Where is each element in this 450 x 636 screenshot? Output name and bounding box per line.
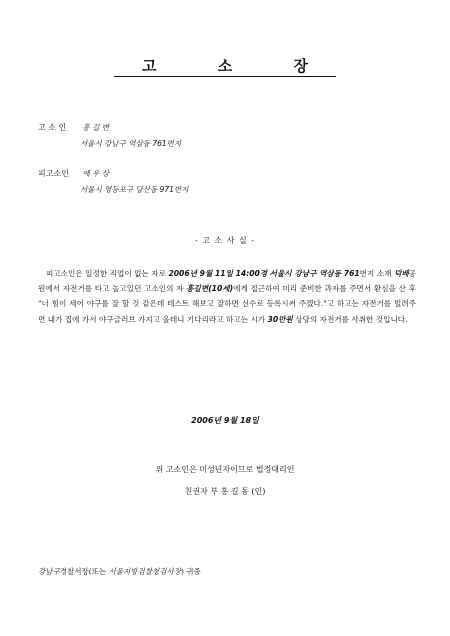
- complainant-name: 홍 길 변: [82, 123, 110, 132]
- representative-signature: 친권자 부 홍 길 동 (인): [184, 487, 266, 496]
- complainant-address-row: [80, 139, 181, 149]
- document-title-text: 고 소 장: [114, 57, 336, 77]
- accused-address: 서울시 영등포구 당산동 971번지: [80, 185, 189, 194]
- document-date: 2006년 9월 18일: [191, 416, 259, 425]
- addressee-station: 강남구: [38, 567, 60, 576]
- facts-date: 2006년 9월 11일 14:00경: [168, 269, 268, 278]
- complainant-label: 고 소 인: [38, 123, 67, 132]
- complainant-address: 서울시 강남구 역삼동 761번지: [80, 139, 182, 148]
- addressee-row: [38, 566, 201, 577]
- facts-text-3: 번지 소재: [359, 269, 394, 278]
- accused-row: [38, 169, 109, 179]
- complaint-facts-paragraph: [38, 266, 416, 327]
- section-heading: - 고 소 사 실 -: [194, 236, 256, 245]
- document-title: [0, 56, 450, 77]
- facts-amount: 30만원: [267, 314, 293, 324]
- facts-text-1: 피고소인은 일정한 직업이 없는 자로: [46, 269, 169, 278]
- facts-place: 서울시 강남구 역삼동 761: [269, 269, 360, 278]
- document-date-row: [0, 415, 450, 426]
- representative-note: 위 고소인은 미성년자이므로 법정대리인: [155, 465, 295, 474]
- addressee-prosecutor: 서울지방검찰청검사장: [108, 567, 181, 576]
- facts-text-4: 공원에서 자전거를 타고 놀고있던 고소인의 자: [38, 269, 417, 294]
- complainant-row: [38, 123, 109, 133]
- facts-child-name: 홍길변(10세): [186, 284, 234, 294]
- accused-address-row: [80, 185, 188, 195]
- accused-label: 피고소인: [38, 169, 69, 178]
- addressee-suffix: ) 귀중: [180, 567, 201, 576]
- facts-text-5: 에게 접근하여 미리 준비한 과자를 주면서 환심을 산 후 "너 힘이 세어 야구를 잘 할 것 같은데 테스트 해보고 잘하면 선수로 등록시켜 주겠다."고 하고는 자전거를 빌려주면 내가 집에 가서 야구글러브 가지고 올테니 기다리라고 하고는 시가: [38, 284, 416, 324]
- facts-text-6: 상당의 자전거를 사취한 것입니다.: [292, 314, 408, 324]
- accused-name: 애 우 상: [82, 169, 110, 178]
- addressee-text: 경찰서장(또는: [59, 567, 109, 576]
- facts-park-name: 덕배: [394, 269, 409, 278]
